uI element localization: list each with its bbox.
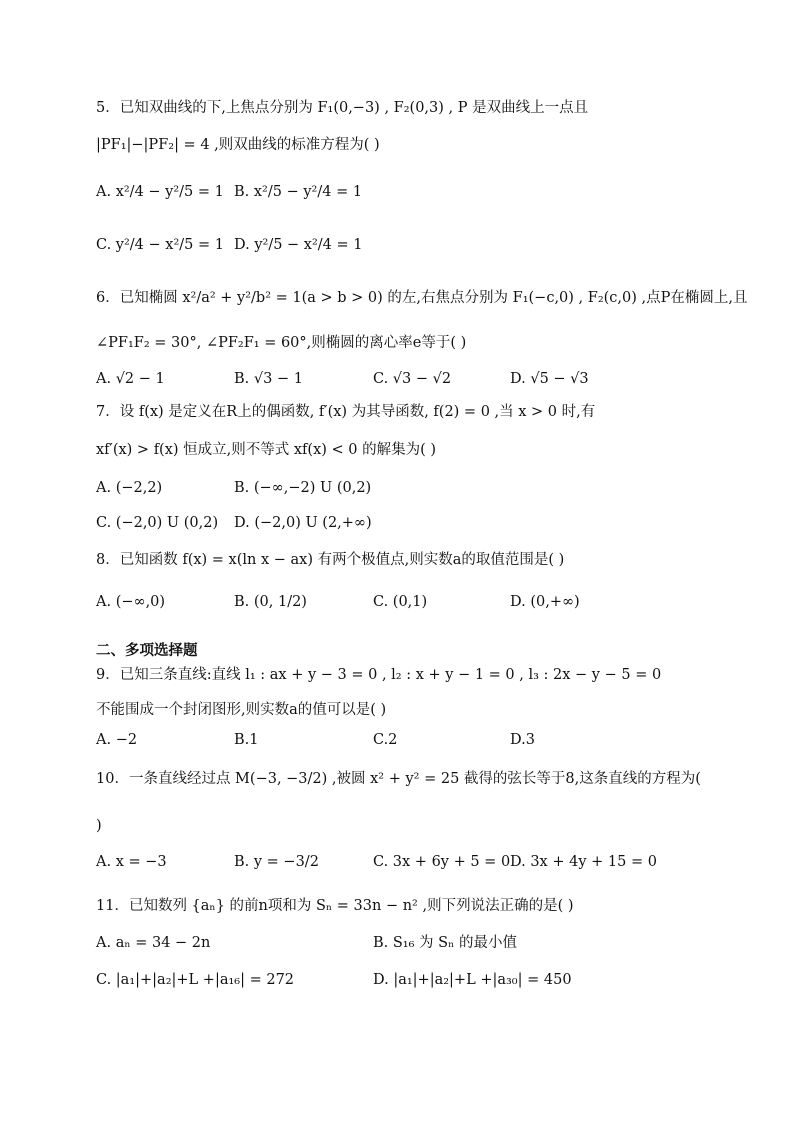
q11-stem-line1: 11．已知数列 {aₙ} 的前n项和为 Sₙ = 33n − n² ,则下列说法正确的是( ): [96, 898, 574, 914]
q9-option-a: A. −2: [96, 732, 138, 748]
q8-option-b: B. (0, 1/2): [234, 594, 307, 610]
q8-option-a: A. (−∞,0): [96, 594, 166, 610]
q10-stem-line2: ): [96, 818, 102, 834]
q8-option-d: D. (0,+∞): [510, 594, 580, 610]
q6-option-c: C. √3 − √2: [373, 371, 452, 387]
q5-option-c: C. y²/4 − x²/5 = 1: [96, 237, 224, 253]
q7-option-c: C. (−2,0) U (0,2): [96, 515, 219, 531]
q9-option-d: D.3: [510, 732, 535, 748]
q5-option-d: D. y²/5 − x²/4 = 1: [234, 237, 363, 253]
q6-option-a: A. √2 − 1: [96, 371, 165, 387]
q9-option-c: C.2: [373, 732, 398, 748]
q5-option-b: B. x²/5 − y²/4 = 1: [234, 184, 363, 200]
q10-option-b: B. y = −3/2: [234, 854, 319, 870]
q7-stem-line2: xf′(x) > f(x) 恒成立,则不等式 xf(x) < 0 的解集为( ): [96, 442, 437, 458]
q11-option-a: A. aₙ = 34 − 2n: [96, 935, 211, 951]
q10-stem-line1: 10．一条直线经过点 M(−3, −3/2) ,被圆 x² + y² = 25 截得的弦长等于8,这条直线的方程为(: [96, 771, 701, 787]
q5-stem-line2: |PF₁|−|PF₂| = 4 ,则双曲线的标准方程为( ): [96, 137, 380, 153]
q11-option-b: B. S₁₆ 为 Sₙ 的最小值: [373, 935, 517, 951]
q7-option-d: D. (−2,0) U (2,+∞): [234, 515, 372, 531]
section-title: 二、多项选择题: [96, 643, 198, 659]
q6-option-b: B. √3 − 1: [234, 371, 303, 387]
q9-stem-line1: 9．已知三条直线:直线 l₁ : ax + y − 3 = 0 , l₂ : x + y − 1 = 0 , l₃ : 2x − y − 5 = 0: [96, 667, 662, 683]
q6-stem-line2: ∠PF₁F₂ = 30°, ∠PF₂F₁ = 60°,则椭圆的离心率e等于( ): [96, 335, 467, 351]
q9-stem-line2: 不能围成一个封闭图形,则实数a的值可以是( ): [96, 702, 387, 718]
q6-stem-line1: 6．已知椭圆 x²/a² + y²/b² = 1(a > b > 0) 的左,右焦点分别为 F₁(−c,0) , F₂(c,0) ,点P在椭圆上,且: [96, 290, 748, 306]
q11-option-c: C. |a₁|+|a₂|+L +|a₁₆| = 272: [96, 972, 295, 988]
q5-option-a: A. x²/4 − y²/5 = 1: [96, 184, 224, 200]
q10-option-d: D. 3x + 4y + 15 = 0: [510, 854, 657, 870]
q8-stem-line1: 8．已知函数 f(x) = x(ln x − ax) 有两个极值点,则实数a的取值范围是( ): [96, 552, 565, 568]
q6-option-d: D. √5 − √3: [510, 371, 589, 387]
q7-option-a: A. (−2,2): [96, 480, 163, 496]
q5-stem-line1: 5．已知双曲线的下,上焦点分别为 F₁(0,−3) , F₂(0,3) , P 是双曲线上一点且: [96, 100, 589, 116]
q10-option-a: A. x = −3: [96, 854, 167, 870]
q9-option-b: B.1: [234, 732, 259, 748]
q11-option-d: D. |a₁|+|a₂|+L +|a₃₀| = 450: [373, 972, 572, 988]
q7-stem-line1: 7．设 f(x) 是定义在R上的偶函数, f′(x) 为其导函数, f(2) = 0 ,当 x > 0 时,有: [96, 404, 596, 420]
q7-option-b: B. (−∞,−2) U (0,2): [234, 480, 372, 496]
q8-option-c: C. (0,1): [373, 594, 428, 610]
q10-option-c: C. 3x + 6y + 5 = 0: [373, 854, 511, 870]
